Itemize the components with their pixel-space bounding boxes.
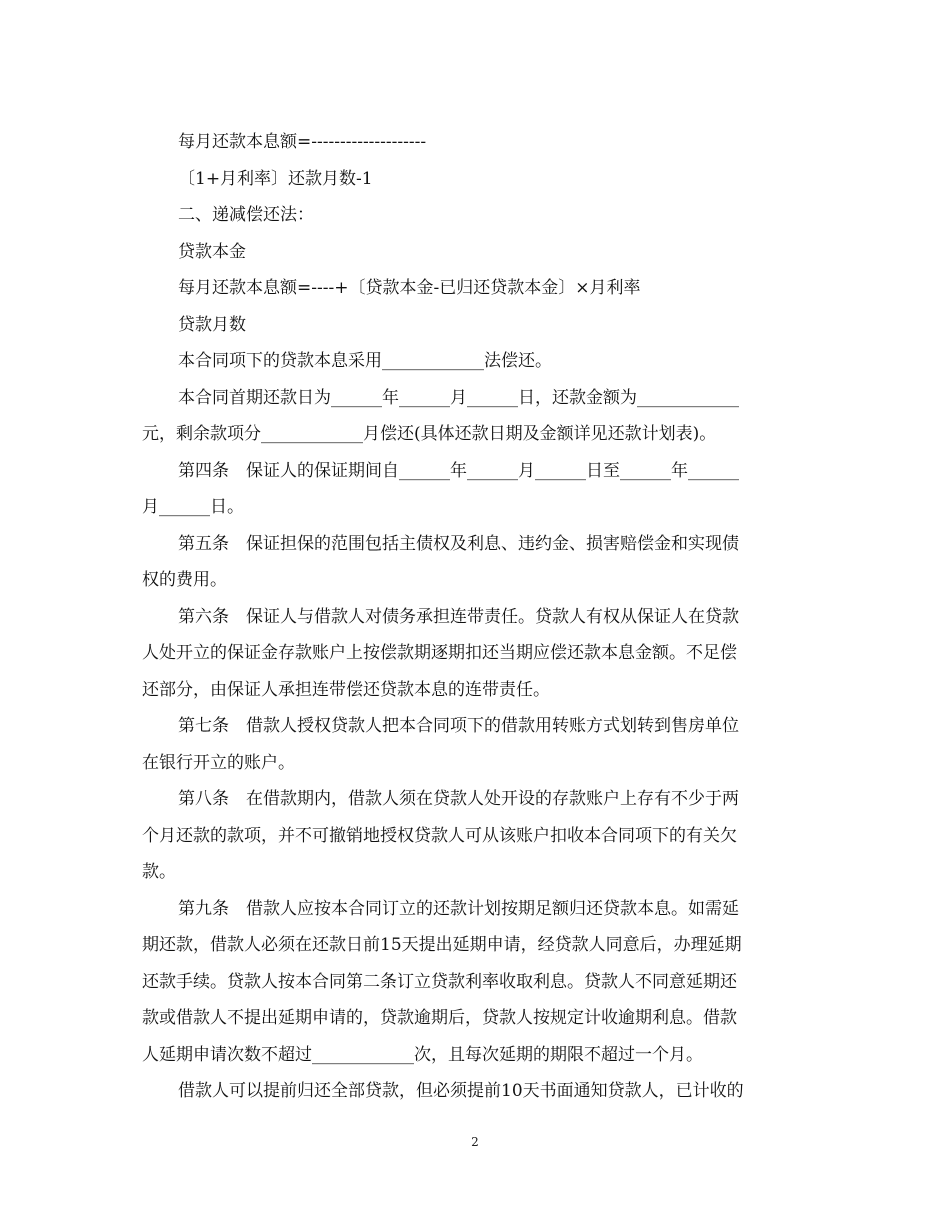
text-line: 每月还款本息额=-------------------- [178, 132, 427, 152]
text-line: 本合同首期还款日为______年______月______日，还款金额为____________ [178, 387, 739, 408]
text-line: 贷款本金 [178, 241, 246, 262]
text-line: 借款人可以提前归还全部贷款，但必须提前10天书面通知贷款人，已计收的 [178, 1081, 744, 1101]
text-line: 还部分，由保证人承担连带偿还贷款本息的连带责任。 [142, 679, 550, 700]
text-line: 权的费用。 [142, 570, 227, 590]
text-line: 第五条 保证担保的范围包括主债权及利息、违约金、损害赔偿金和实现债 [178, 533, 739, 554]
text-line: 第四条 保证人的保证期间自______年______月______日至______年______ [178, 460, 739, 481]
page-number: 2 [471, 1135, 479, 1149]
document-body [142, 124, 796, 1110]
text-line: 款。 [142, 862, 176, 882]
text-line: 〔1+月利率〕还款月数-1 [178, 168, 373, 189]
text-line: 第九条 借款人应按本合同订立的还款计划按期足额归还贷款本息。如需延 [178, 898, 739, 919]
text-line: 二、递减偿还法： [178, 205, 314, 225]
text-line: 元，剩余款项分____________月偿还(具体还款日期及金额详见还款计划表)。 [142, 424, 717, 444]
text-line: 第八条 在借款期内，借款人须在贷款人处开设的存款账户上存有不少于两 [178, 789, 739, 809]
text-line: 第七条 借款人授权贷款人把本合同项下的借款用转账方式划转到售房单位 [178, 716, 739, 736]
text-line: 还款手续。贷款人按本合同第二条订立贷款利率收取利息。贷款人不同意延期还 [142, 971, 737, 992]
text-line: 期还款，借款人必须在还款日前15天提出延期申请，经贷款人同意后，办理延期 [142, 935, 742, 955]
text-line: 第六条 保证人与借款人对债务承担连带责任。贷款人有权从保证人在贷款 [178, 606, 739, 627]
text-line: 人处开立的保证金存款账户上按偿款期逐期扣还当期应偿还款本息金额。不足偿 [142, 643, 737, 663]
text-line: 月______日。 [142, 497, 244, 517]
text-line: 在银行开立的账户。 [142, 752, 295, 773]
text-line: 人延期申请次数不超过____________次，且每次延期的期限不超过一个月。 [142, 1044, 703, 1065]
text-line: 每月还款本息额=----+〔贷款本金-已归还贷款本金〕×月利率 [178, 278, 641, 298]
text-line: 贷款月数 [178, 314, 246, 335]
text-line: 本合同项下的贷款本息采用____________法偿还。 [178, 351, 552, 371]
text-line: 款或借款人不提出延期申请的，贷款逾期后，贷款人按规定计收逾期利息。借款 [142, 1008, 737, 1028]
text-line: 个月还款的款项，并不可撤销地授权贷款人可从该账户扣收本合同项下的有关欠 [142, 825, 737, 846]
